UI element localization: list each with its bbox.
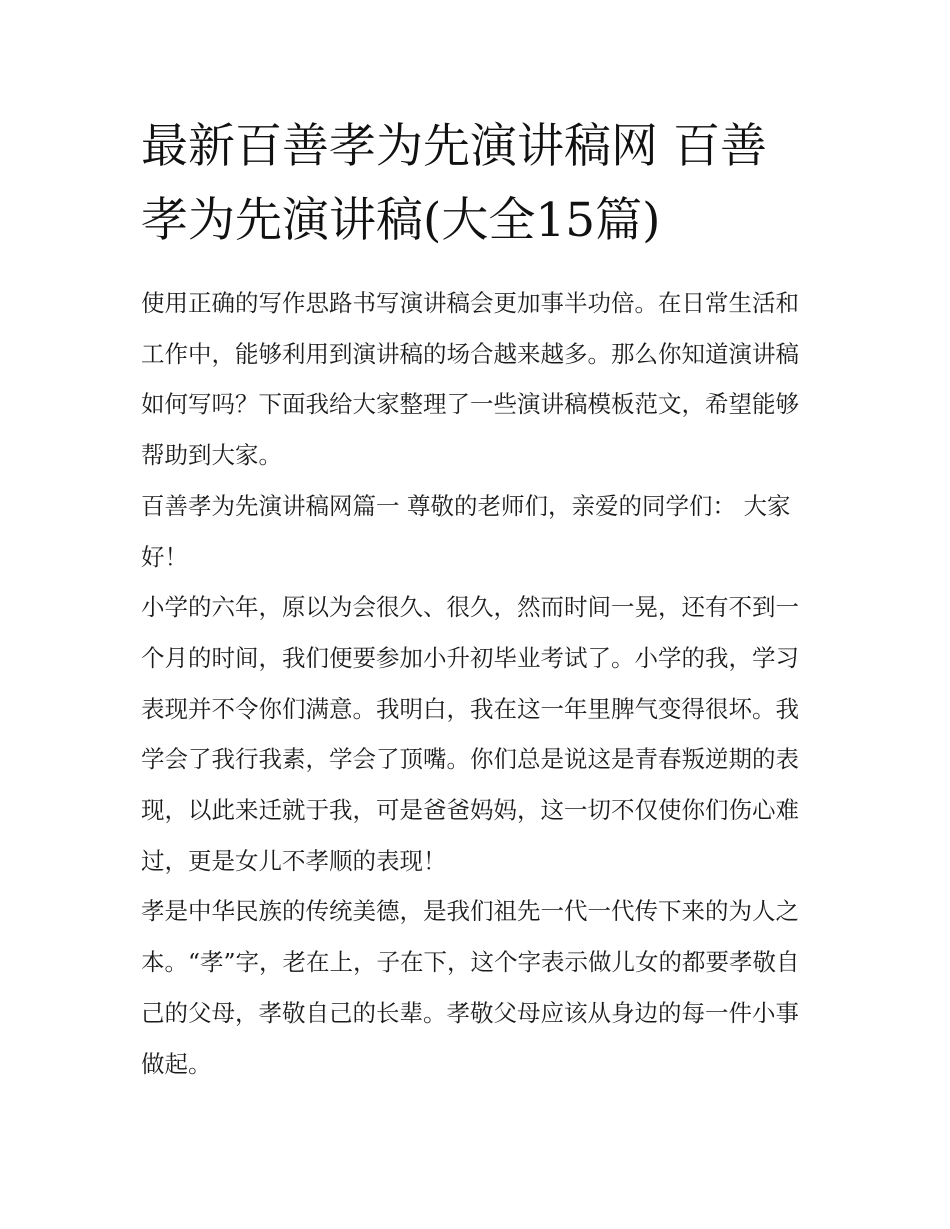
paragraph-intro: 使用正确的写作思路书写演讲稿会更加事半功倍。在日常生活和工作中，能够利用到演讲稿的场合越来越多。那么你知道演讲稿如何写吗？下面我给大家整理了一些演讲稿模板范文，希望能够帮助到大家。 (141, 289, 799, 470)
document-title: 最新百善孝为先演讲稿网 百善孝为先演讲稿(大全15篇) (141, 119, 767, 248)
paragraph-greeting: 百善孝为先演讲稿网篇一 尊敬的老师们，亲爱的同学们： 大家好！ (141, 491, 791, 571)
paragraph-filial-piety: 孝是中华民族的传统美德，是我们祖先一代一代传下来的为人之本。“孝”字，老在上，子在下，这个字表示做儿女的都要孝敬自己的父母，孝敬自己的长辈。孝敬父母应该从身边的每一件小事做起。 (141, 897, 800, 1078)
document-page (141, 110, 813, 1089)
paragraph-primary-school: 小学的六年，原以为会很久、很久，然而时间一晃，还有不到一个月的时间，我们便要参加小升初毕业考试了。小学的我，学习表现并不令你们满意。我明白，我在这一年里脾气变得很坏。我学会了我行我素，学会了顶嘴。你们总是说这是青春叛逆期的表现，以此来迁就于我，可是爸爸妈妈，这一切不仅使你们伤心难过，更是女儿不孝顺的表现！ (141, 593, 799, 875)
